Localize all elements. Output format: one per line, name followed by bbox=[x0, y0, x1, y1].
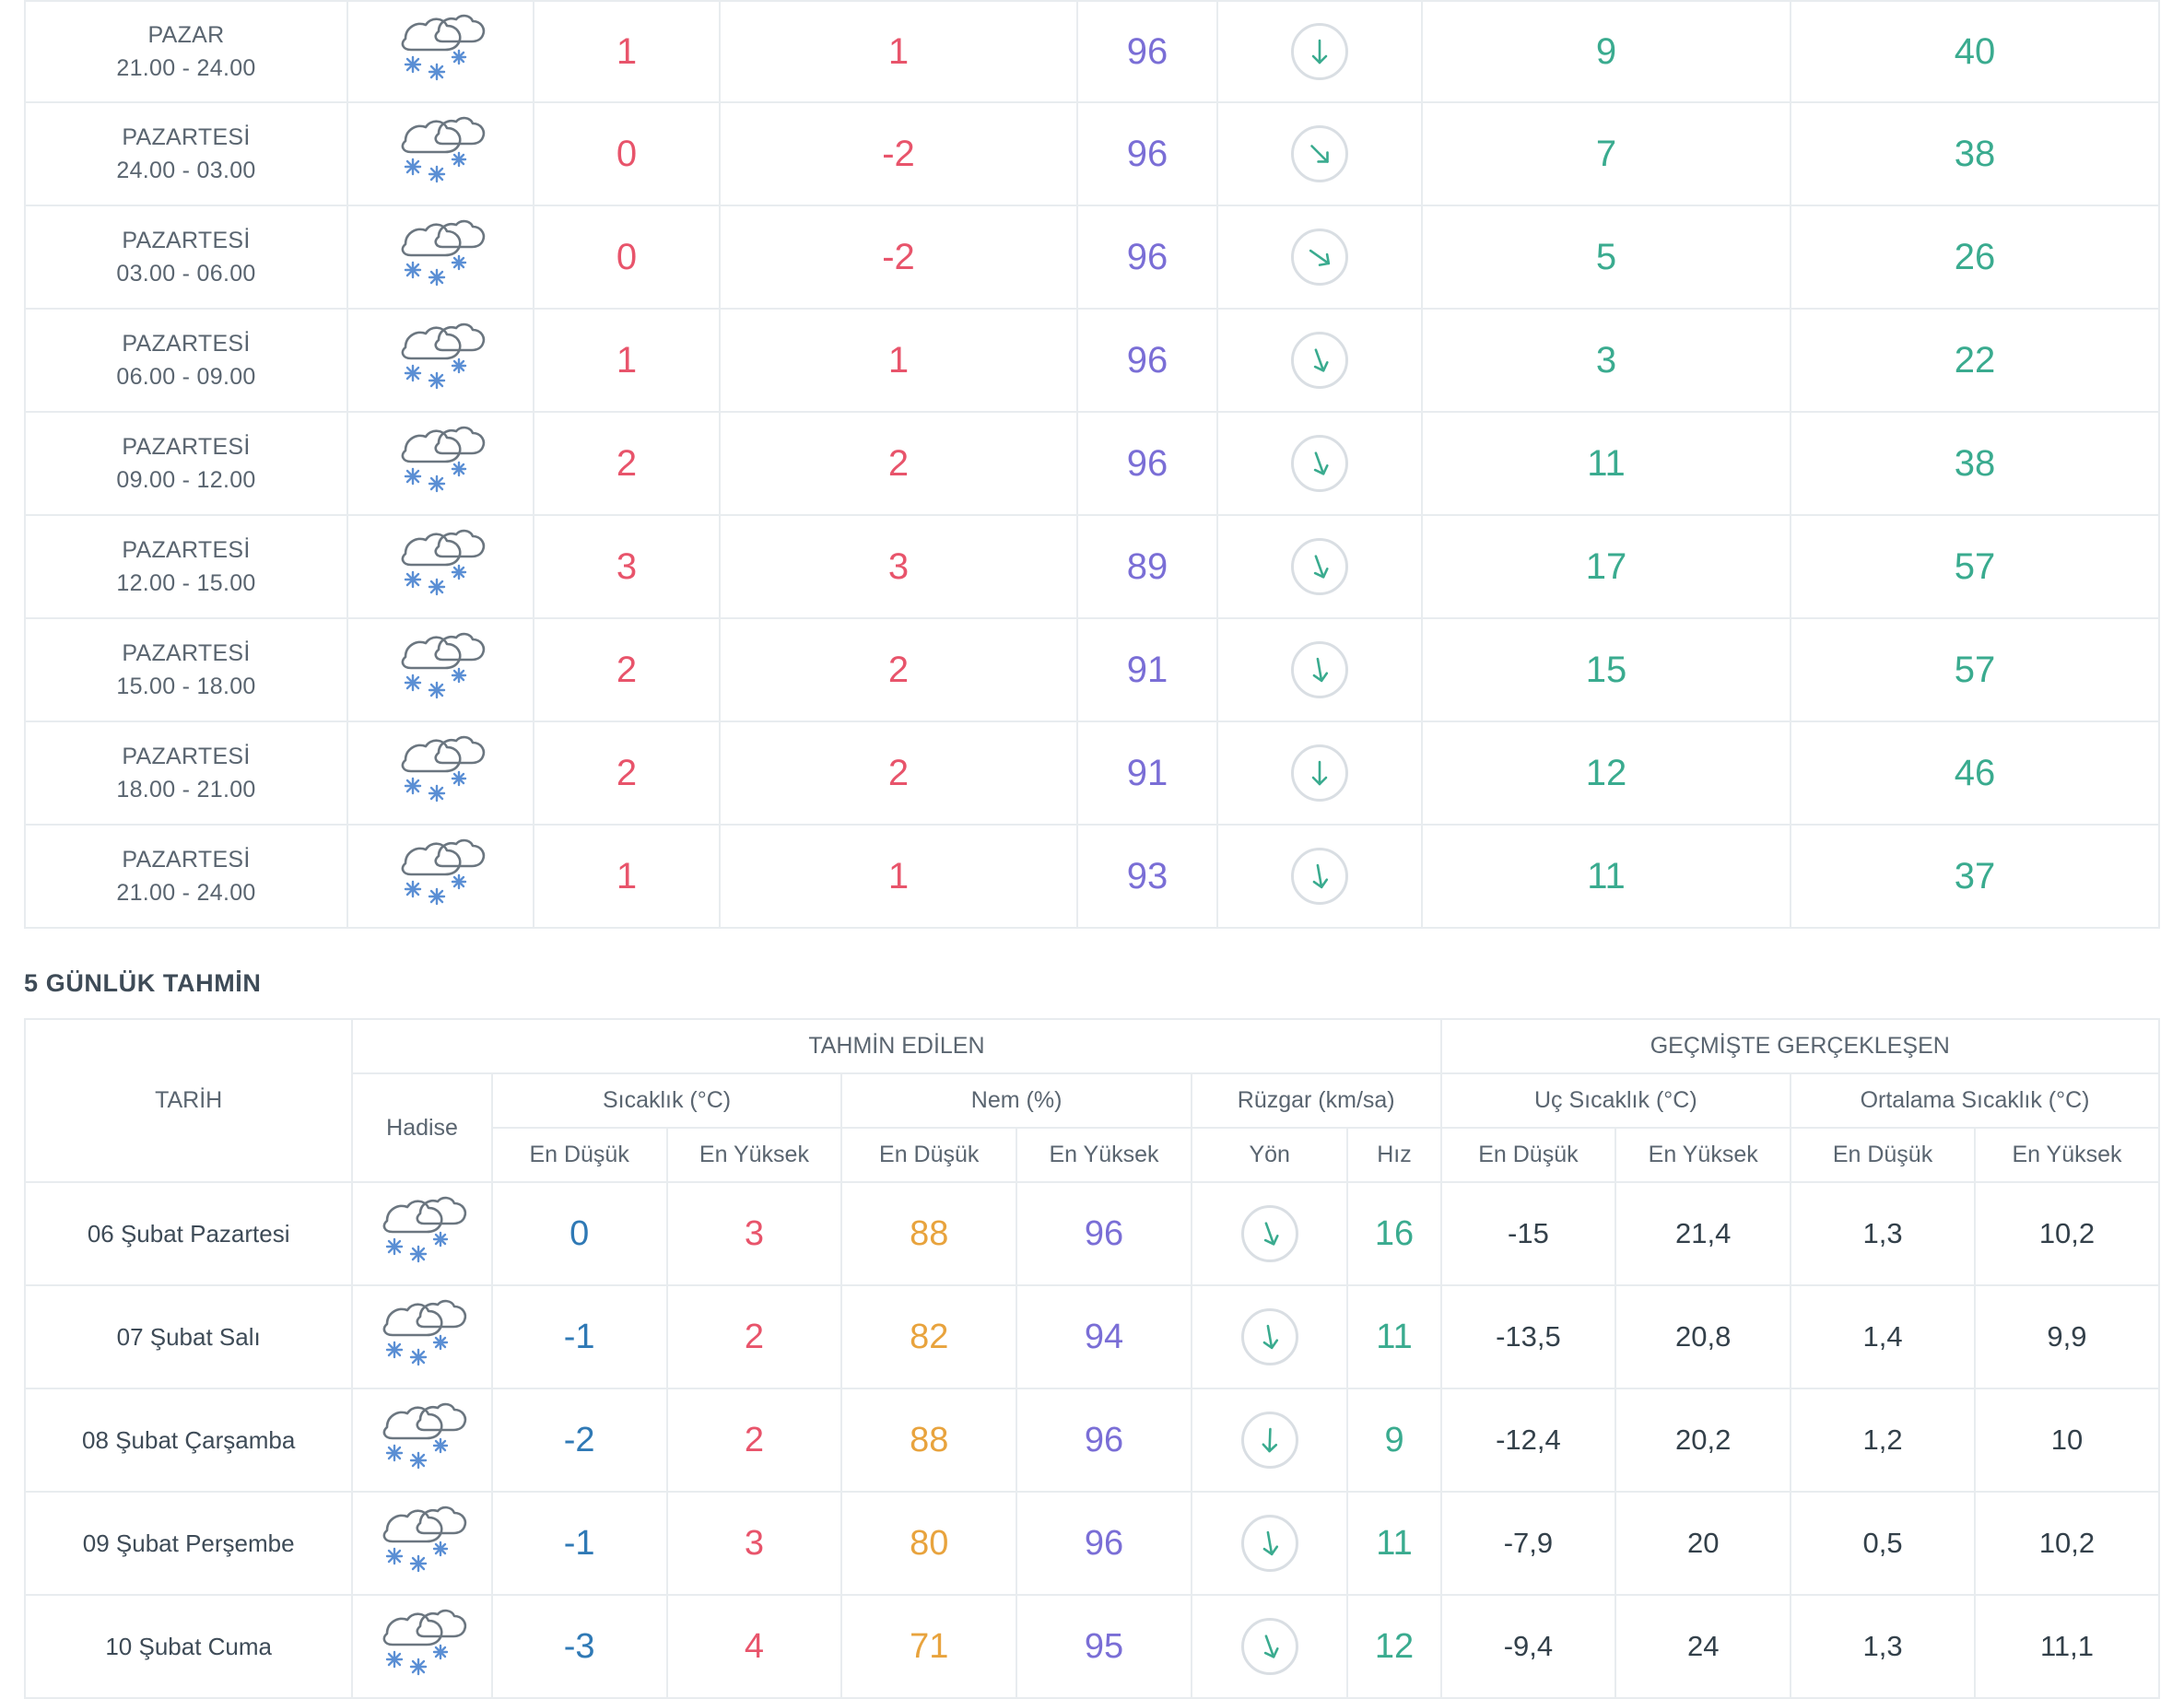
daily-forecast-title: 5 GÜNLÜK TAHMİN bbox=[24, 969, 262, 997]
daily-wind-direction-cell bbox=[1192, 1492, 1348, 1595]
cloud-snow-icon bbox=[385, 320, 496, 397]
hourly-weather-icon-cell bbox=[348, 206, 534, 310]
cloud-snow-icon bbox=[367, 1400, 477, 1477]
daily-extreme-min: -9,4 bbox=[1441, 1595, 1616, 1698]
table-row bbox=[24, 206, 2160, 310]
header-average-max: En Yüksek bbox=[1975, 1128, 2159, 1182]
header-forecast-group: TAHMİN EDİLEN bbox=[352, 1019, 1440, 1073]
hourly-weather-icon-cell bbox=[348, 722, 534, 826]
hourly-temp-low: 1 bbox=[534, 826, 721, 929]
hourly-extra-value: 26 bbox=[1791, 206, 2160, 310]
daily-weather-icon-cell bbox=[352, 1595, 491, 1698]
hourly-temp-low: 0 bbox=[534, 206, 721, 310]
hourly-wind-direction-cell bbox=[1218, 206, 1423, 310]
table-row bbox=[25, 1285, 2159, 1388]
table-row bbox=[25, 1492, 2159, 1595]
daily-average-max: 10 bbox=[1975, 1388, 2159, 1492]
daily-temp-min: -2 bbox=[492, 1388, 667, 1492]
hourly-day-name: PAZARTESİ bbox=[122, 123, 251, 150]
wind-arrow-icon bbox=[1291, 538, 1348, 595]
hourly-day-name: PAZARTESİ bbox=[122, 330, 251, 357]
header-wind-direction: Yön bbox=[1192, 1128, 1348, 1182]
daily-extreme-max: 21,4 bbox=[1615, 1182, 1791, 1285]
hourly-extra-value: 22 bbox=[1791, 310, 2160, 413]
daily-humidity-min: 82 bbox=[841, 1285, 1016, 1388]
table-row bbox=[25, 1182, 2159, 1285]
hourly-weather-icon-cell bbox=[348, 0, 534, 103]
hourly-wind-direction-cell bbox=[1218, 826, 1423, 929]
daily-humidity-min: 71 bbox=[841, 1595, 1016, 1698]
hourly-date-cell bbox=[24, 413, 348, 516]
hourly-date-cell bbox=[24, 310, 348, 413]
hourly-temp-high: 1 bbox=[721, 826, 1078, 929]
table-row bbox=[24, 103, 2160, 206]
daily-wind-direction-cell bbox=[1192, 1388, 1348, 1492]
hourly-day-name: PAZARTESİ bbox=[122, 536, 251, 563]
hourly-time-range: 12.00 - 15.00 bbox=[116, 570, 256, 596]
daily-extreme-max: 20 bbox=[1615, 1492, 1791, 1595]
hourly-temp-low: 1 bbox=[534, 0, 721, 103]
daily-temp-max: 2 bbox=[667, 1285, 842, 1388]
table-row bbox=[24, 722, 2160, 826]
daily-forecast-table bbox=[24, 1018, 2160, 1699]
hourly-temp-high: 2 bbox=[721, 722, 1078, 826]
hourly-humidity: 96 bbox=[1078, 103, 1218, 206]
daily-extreme-max: 20,2 bbox=[1615, 1388, 1791, 1492]
header-extreme-max: En Yüksek bbox=[1615, 1128, 1791, 1182]
daily-weather-icon-cell bbox=[352, 1285, 491, 1388]
hourly-extra-value: 57 bbox=[1791, 619, 2160, 722]
daily-average-max: 10,2 bbox=[1975, 1182, 2159, 1285]
hourly-weather-icon-cell bbox=[348, 310, 534, 413]
hourly-wind-speed: 11 bbox=[1423, 413, 1791, 516]
header-date: TARİH bbox=[25, 1019, 352, 1182]
hourly-temp-high: 2 bbox=[721, 619, 1078, 722]
hourly-wind-speed: 11 bbox=[1423, 826, 1791, 929]
hourly-day-name: PAZARTESİ bbox=[122, 639, 251, 666]
hourly-weather-icon-cell bbox=[348, 516, 534, 619]
hourly-day-name: PAZARTESİ bbox=[122, 433, 251, 460]
table-row bbox=[24, 0, 2160, 103]
daily-extreme-min: -7,9 bbox=[1441, 1492, 1616, 1595]
hourly-day-name: PAZARTESİ bbox=[122, 846, 251, 873]
daily-weather-icon-cell bbox=[352, 1182, 491, 1285]
hourly-temp-low: 0 bbox=[534, 103, 721, 206]
hourly-temp-high: -2 bbox=[721, 206, 1078, 310]
hourly-weather-icon-cell bbox=[348, 619, 534, 722]
hourly-humidity: 96 bbox=[1078, 206, 1218, 310]
hourly-extra-value: 57 bbox=[1791, 516, 2160, 619]
hourly-temp-high: 2 bbox=[721, 413, 1078, 516]
daily-average-max: 10,2 bbox=[1975, 1492, 2159, 1595]
hourly-temp-low: 2 bbox=[534, 413, 721, 516]
hourly-temp-high: -2 bbox=[721, 103, 1078, 206]
cloud-snow-icon bbox=[367, 1606, 477, 1683]
hourly-day-name: PAZARTESİ bbox=[122, 227, 251, 253]
wind-arrow-icon bbox=[1291, 332, 1348, 389]
daily-temp-max: 3 bbox=[667, 1182, 842, 1285]
daily-temp-min: -3 bbox=[492, 1595, 667, 1698]
table-row bbox=[24, 619, 2160, 722]
hourly-forecast-table bbox=[24, 0, 2160, 929]
daily-wind-direction-cell bbox=[1192, 1182, 1348, 1285]
hourly-wind-direction-cell bbox=[1218, 413, 1423, 516]
daily-temp-max: 3 bbox=[667, 1492, 842, 1595]
cloud-snow-icon bbox=[385, 629, 496, 707]
daily-weather-icon-cell bbox=[352, 1492, 491, 1595]
hourly-time-range: 06.00 - 09.00 bbox=[116, 364, 256, 390]
daily-temp-min: 0 bbox=[492, 1182, 667, 1285]
daily-wind-speed: 11 bbox=[1347, 1492, 1440, 1595]
hourly-humidity: 93 bbox=[1078, 826, 1218, 929]
cloud-snow-icon bbox=[385, 113, 496, 191]
cloud-snow-icon bbox=[367, 1503, 477, 1580]
table-row bbox=[24, 516, 2160, 619]
hourly-humidity: 96 bbox=[1078, 310, 1218, 413]
cloud-snow-icon bbox=[367, 1296, 477, 1374]
hourly-wind-speed: 5 bbox=[1423, 206, 1791, 310]
header-temp-max: En Yüksek bbox=[667, 1128, 842, 1182]
header-average-temperature: Ortalama Sıcaklık (°C) bbox=[1791, 1073, 2159, 1128]
hourly-humidity: 89 bbox=[1078, 516, 1218, 619]
hourly-temp-high: 1 bbox=[721, 0, 1078, 103]
daily-average-min: 1,2 bbox=[1791, 1388, 1975, 1492]
hourly-day-name: PAZARTESİ bbox=[122, 743, 251, 769]
hourly-wind-speed: 15 bbox=[1423, 619, 1791, 722]
daily-humidity-min: 88 bbox=[841, 1388, 1016, 1492]
hourly-temp-high: 1 bbox=[721, 310, 1078, 413]
daily-date: 06 Şubat Pazartesi bbox=[25, 1182, 352, 1285]
hourly-temp-high: 3 bbox=[721, 516, 1078, 619]
hourly-time-range: 18.00 - 21.00 bbox=[116, 777, 256, 803]
daily-humidity-min: 80 bbox=[841, 1492, 1016, 1595]
wind-arrow-icon bbox=[1241, 1618, 1298, 1675]
header-humidity-min: En Düşük bbox=[841, 1128, 1016, 1182]
hourly-time-range: 09.00 - 12.00 bbox=[116, 467, 256, 493]
daily-temp-max: 2 bbox=[667, 1388, 842, 1492]
daily-temp-max: 4 bbox=[667, 1595, 842, 1698]
hourly-temp-low: 2 bbox=[534, 722, 721, 826]
wind-arrow-icon bbox=[1241, 1515, 1298, 1572]
wind-arrow-icon bbox=[1241, 1412, 1298, 1469]
hourly-extra-value: 37 bbox=[1791, 826, 2160, 929]
daily-average-min: 1,3 bbox=[1791, 1182, 1975, 1285]
daily-humidity-max: 96 bbox=[1016, 1388, 1192, 1492]
hourly-wind-speed: 9 bbox=[1423, 0, 1791, 103]
hourly-wind-speed: 17 bbox=[1423, 516, 1791, 619]
daily-humidity-min: 88 bbox=[841, 1182, 1016, 1285]
wind-arrow-icon bbox=[1291, 744, 1348, 802]
wind-arrow-icon bbox=[1291, 125, 1348, 182]
hourly-wind-speed: 3 bbox=[1423, 310, 1791, 413]
cloud-snow-icon bbox=[385, 732, 496, 810]
daily-temp-min: -1 bbox=[492, 1285, 667, 1388]
daily-date: 09 Şubat Perşembe bbox=[25, 1492, 352, 1595]
hourly-wind-direction-cell bbox=[1218, 103, 1423, 206]
hourly-date-cell bbox=[24, 722, 348, 826]
daily-wind-speed: 16 bbox=[1347, 1182, 1440, 1285]
hourly-extra-value: 38 bbox=[1791, 413, 2160, 516]
cloud-snow-icon bbox=[385, 836, 496, 913]
hourly-date-cell bbox=[24, 0, 348, 103]
daily-wind-direction-cell bbox=[1192, 1595, 1348, 1698]
daily-average-max: 9,9 bbox=[1975, 1285, 2159, 1388]
wind-arrow-icon bbox=[1291, 641, 1348, 698]
header-wind: Rüzgar (km/sa) bbox=[1192, 1073, 1441, 1128]
wind-arrow-icon bbox=[1291, 23, 1348, 80]
daily-extreme-max: 24 bbox=[1615, 1595, 1791, 1698]
daily-wind-speed: 9 bbox=[1347, 1388, 1440, 1492]
daily-temp-min: -1 bbox=[492, 1492, 667, 1595]
daily-extreme-max: 20,8 bbox=[1615, 1285, 1791, 1388]
wind-arrow-icon bbox=[1291, 848, 1348, 905]
hourly-wind-direction-cell bbox=[1218, 619, 1423, 722]
header-temp-min: En Düşük bbox=[492, 1128, 667, 1182]
daily-date: 07 Şubat Salı bbox=[25, 1285, 352, 1388]
wind-arrow-icon bbox=[1291, 435, 1348, 492]
header-average-min: En Düşük bbox=[1791, 1128, 1975, 1182]
hourly-temp-low: 1 bbox=[534, 310, 721, 413]
hourly-time-range: 03.00 - 06.00 bbox=[116, 261, 256, 287]
hourly-humidity: 96 bbox=[1078, 413, 1218, 516]
daily-extreme-min: -13,5 bbox=[1441, 1285, 1616, 1388]
header-humidity: Nem (%) bbox=[841, 1073, 1192, 1128]
daily-extreme-min: -12,4 bbox=[1441, 1388, 1616, 1492]
table-row bbox=[25, 1388, 2159, 1492]
hourly-humidity: 91 bbox=[1078, 619, 1218, 722]
table-row bbox=[24, 826, 2160, 929]
hourly-wind-direction-cell bbox=[1218, 0, 1423, 103]
daily-humidity-max: 96 bbox=[1016, 1182, 1192, 1285]
daily-humidity-max: 94 bbox=[1016, 1285, 1192, 1388]
header-temperature: Sıcaklık (°C) bbox=[492, 1073, 842, 1128]
cloud-snow-icon bbox=[385, 217, 496, 294]
header-extreme-min: En Düşük bbox=[1441, 1128, 1616, 1182]
header-past-group: GEÇMİŞTE GERÇEKLEŞEN bbox=[1441, 1019, 2159, 1073]
hourly-wind-direction-cell bbox=[1218, 722, 1423, 826]
cloud-snow-icon bbox=[385, 11, 496, 88]
hourly-extra-value: 40 bbox=[1791, 0, 2160, 103]
header-event: Hadise bbox=[352, 1073, 491, 1182]
hourly-date-cell bbox=[24, 619, 348, 722]
hourly-time-range: 21.00 - 24.00 bbox=[116, 880, 256, 906]
daily-average-min: 0,5 bbox=[1791, 1492, 1975, 1595]
hourly-temp-low: 3 bbox=[534, 516, 721, 619]
daily-average-min: 1,4 bbox=[1791, 1285, 1975, 1388]
daily-humidity-max: 96 bbox=[1016, 1492, 1192, 1595]
header-wind-speed: Hız bbox=[1347, 1128, 1440, 1182]
cloud-snow-icon bbox=[367, 1193, 477, 1271]
daily-wind-direction-cell bbox=[1192, 1285, 1348, 1388]
hourly-time-range: 21.00 - 24.00 bbox=[116, 55, 256, 81]
hourly-date-cell bbox=[24, 826, 348, 929]
hourly-weather-icon-cell bbox=[348, 826, 534, 929]
hourly-extra-value: 38 bbox=[1791, 103, 2160, 206]
daily-average-max: 11,1 bbox=[1975, 1595, 2159, 1698]
hourly-date-cell bbox=[24, 103, 348, 206]
header-extreme-temperature: Uç Sıcaklık (°C) bbox=[1441, 1073, 1791, 1128]
hourly-wind-speed: 7 bbox=[1423, 103, 1791, 206]
table-row bbox=[25, 1595, 2159, 1698]
hourly-weather-icon-cell bbox=[348, 413, 534, 516]
hourly-date-cell bbox=[24, 516, 348, 619]
daily-extreme-min: -15 bbox=[1441, 1182, 1616, 1285]
daily-date: 10 Şubat Cuma bbox=[25, 1595, 352, 1698]
hourly-weather-icon-cell bbox=[348, 103, 534, 206]
hourly-wind-direction-cell bbox=[1218, 516, 1423, 619]
daily-wind-speed: 11 bbox=[1347, 1285, 1440, 1388]
hourly-day-name: PAZAR bbox=[147, 21, 225, 48]
daily-average-min: 1,3 bbox=[1791, 1595, 1975, 1698]
wind-arrow-icon bbox=[1241, 1308, 1298, 1365]
wind-arrow-icon bbox=[1241, 1205, 1298, 1262]
hourly-humidity: 96 bbox=[1078, 0, 1218, 103]
hourly-date-cell bbox=[24, 206, 348, 310]
hourly-time-range: 24.00 - 03.00 bbox=[116, 158, 256, 183]
table-row bbox=[24, 413, 2160, 516]
cloud-snow-icon bbox=[385, 423, 496, 500]
daily-date: 08 Şubat Çarşamba bbox=[25, 1388, 352, 1492]
hourly-temp-low: 2 bbox=[534, 619, 721, 722]
hourly-time-range: 15.00 - 18.00 bbox=[116, 674, 256, 699]
daily-wind-speed: 12 bbox=[1347, 1595, 1440, 1698]
hourly-wind-direction-cell bbox=[1218, 310, 1423, 413]
hourly-wind-speed: 12 bbox=[1423, 722, 1791, 826]
table-row bbox=[24, 310, 2160, 413]
wind-arrow-icon bbox=[1291, 228, 1348, 286]
hourly-extra-value: 46 bbox=[1791, 722, 2160, 826]
hourly-humidity: 91 bbox=[1078, 722, 1218, 826]
header-humidity-max: En Yüksek bbox=[1016, 1128, 1192, 1182]
cloud-snow-icon bbox=[385, 526, 496, 603]
daily-weather-icon-cell bbox=[352, 1388, 491, 1492]
daily-humidity-max: 95 bbox=[1016, 1595, 1192, 1698]
